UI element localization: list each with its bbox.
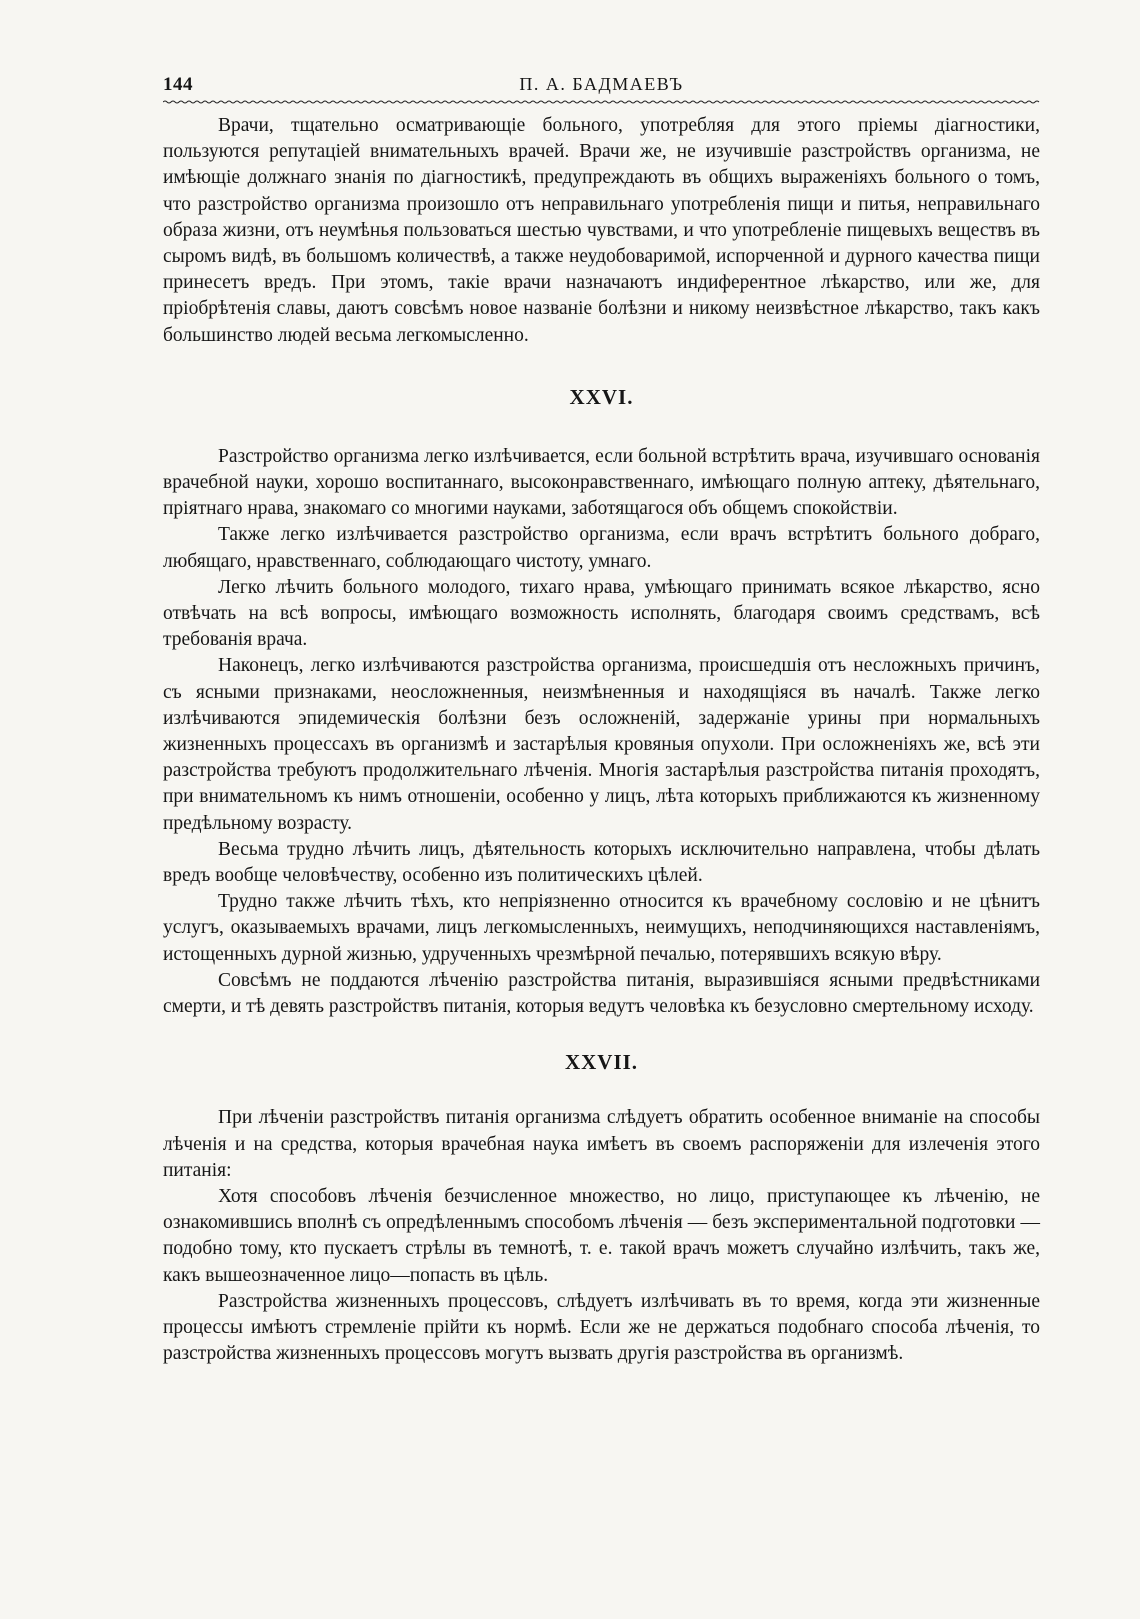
running-title: П. А. БАДМАЕВЪ	[519, 74, 684, 94]
page-body	[163, 113, 1040, 1367]
header-rule	[163, 100, 1040, 104]
intro-paragraph: Врачи, тщательно осматривающіе больного, употребляя для этого пріемы діагностики, пользуются репутаціей внимательныхъ врачей. Врачи же, не изучившіе разстройствъ организма, не имѣющіе должнаго знанія по діагностикѣ, предупреждають въ общихъ выраженіяхъ больного о томъ, что разстройство организма произошло отъ неправильнаго употребленія пищи и питья, неправильнаго образа жизни, отъ неумѣнья пользоваться шестью чувствами, и что употребленіе пищевыхъ веществъ въ сыромъ видѣ, въ большомъ количествѣ, а также неудобоваримой, испорченной и дурного качества пищи принесетъ вредъ. При этомъ, такіе врачи назначаютъ индиферентное лѣкарство, или же, для пріобрѣтенія славы, даютъ совсѣмъ новое названіе болѣзни и никому неизвѣстное лѣкарство, такъ какъ большинство людей весьма легкомысленно.	[163, 115, 1040, 346]
section-heading-xxvi: XXVI.	[569, 384, 634, 409]
page-header	[163, 74, 1040, 100]
paragraph: При лѣченіи разстройствъ питанія организма слѣдуетъ обратить особенное вниманіе на способы лѣченія и на средства, которыя врачебная наука имѣетъ въ своемъ распоряженіи для излеченія этого питанія:	[163, 1107, 1040, 1181]
paragraph: Совсѣмъ не поддаются лѣченію разстройства питанія, выразившіяся ясными предвѣстниками смерти, и тѣ девять разстройствъ питанія, которыя ведутъ человѣка къ безусловно смертельному исходу.	[163, 969, 1040, 1018]
page-number: 144	[163, 74, 193, 95]
paragraph: Разстройство организма легко излѣчивается, если больной встрѣтить врача, изучившаго основанія врачебной науки, хорошо воспитаннаго, высоконравственнаго, имѣющаго полную аптеку, дѣятельнаго, пріятнаго нрава, знакомаго со многими науками, заботящагося объ общемъ спокойствіи.	[163, 445, 1040, 520]
paragraph: Хотя способовъ лѣченія безчисленное множество, но лицо, приступающее къ лѣченію, не ознакомившись вполнѣ съ опредѣленнымъ способомъ лѣченія — безъ экспериментальной подготовки — подобно тому, кто пускаетъ стрѣлы въ темнотѣ, т. е. такой врачъ можетъ случайно излѣчить, такъ же, какъ вышеозначенное лицо—попасть въ цѣль.	[163, 1185, 1040, 1286]
paragraph: Весьма трудно лѣчить лицъ, дѣятельность которыхъ исключительно направлена, чтобы дѣлать вредъ вообще человѣчеству, особенно изъ политическихъ цѣлей.	[163, 838, 1040, 887]
section-heading-xxvii: XXVII.	[564, 1050, 639, 1075]
paragraph: Разстройства жизненныхъ процессовъ, слѣдуетъ излѣчивать въ то время, когда эти жизненные процессы имѣютъ стремленіе прійти къ нормѣ. Если же не держаться подобнаго способа лѣченія, то разстройства жизненныхъ процессовъ могутъ вызвать другія разстройства въ организмѣ.	[163, 1290, 1040, 1365]
paragraph: Трудно также лѣчить тѣхъ, кто непріязненно относится къ врачебному сословію и не цѣнитъ услугъ, оказываемыхъ врачами, лицъ легкомысленныхъ, неимущихъ, неподчиняющихся наставленіямъ, истощенныхъ дурной жизнью, удрученныхъ чрезмѣрной печалью, потерявшихъ всякую вѣру.	[163, 891, 1040, 965]
paragraph: Наконецъ, легко излѣчиваются разстройства организма, происшедшія отъ несложныхъ причинъ, съ ясными признаками, неосложненныя, неизмѣненныя и находящіяся въ началѣ. Также легко излѣчиваются эпидемическія болѣзни безъ осложненій, задержаніе урины при нормальныхъ жизненныхъ процессахъ въ организмѣ и застарѣлыя кровяныя опухоли. При осложненіяхъ же, всѣ эти разстройства требуютъ продолжительнаго лѣченія. Многія застарѣлыя разстройства питанія проходятъ, при внимательномъ къ нимъ отношеніи, особенно у лицъ, лѣта которыхъ приближаются къ жизненному предѣльному возрасту.	[163, 655, 1040, 834]
paragraph: Также легко излѣчивается разстройство организма, если врачъ встрѣтитъ больного добраго, любящаго, нравственнаго, соблюдающаго чистоту, умнаго.	[163, 524, 1040, 572]
paragraph: Легко лѣчить больного молодого, тихаго нрава, умѣющаго принимать всякое лѣкарство, ясно отвѣчать на всѣ вопросы, имѣющаго возможность исполнять, благодаря своимъ средствамъ, всѣ требованія врача.	[163, 576, 1040, 651]
